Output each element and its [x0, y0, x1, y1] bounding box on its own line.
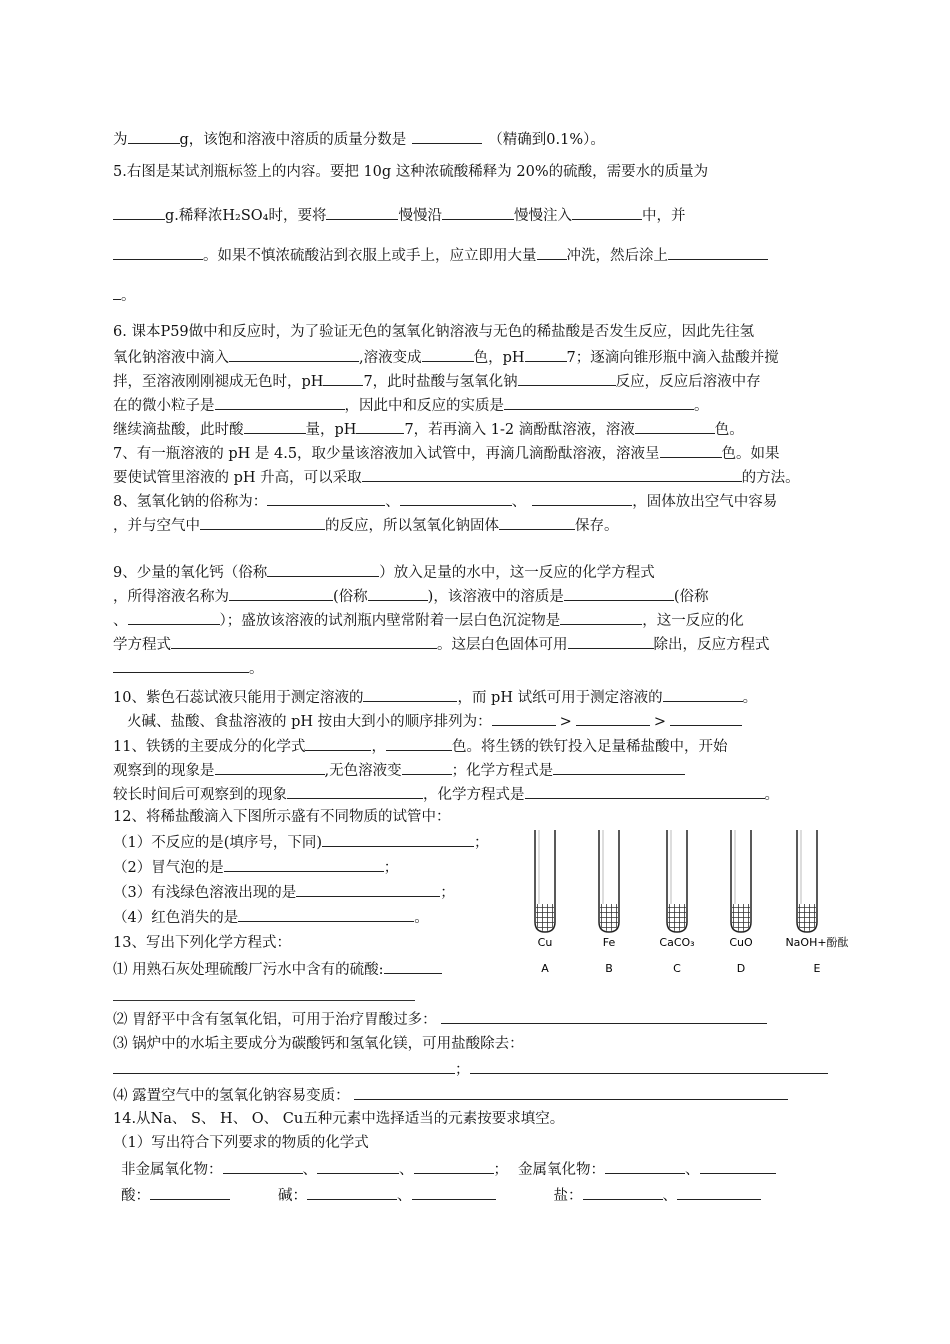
- q12-2: （2）冒气泡的是 ；: [113, 856, 398, 878]
- tube-a-letter: A: [541, 962, 549, 975]
- tube-c-substance: CaCO₃: [659, 936, 695, 949]
- blank[interactable]: [368, 585, 428, 601]
- tube-d-letter: D: [736, 962, 746, 975]
- blank[interactable]: [442, 204, 514, 220]
- q12-4: （4）红色消失的是 。: [113, 906, 429, 928]
- q13-3-answer: ；: [113, 1058, 828, 1080]
- blank[interactable]: [171, 633, 437, 649]
- blank[interactable]: [553, 759, 685, 775]
- blank[interactable]: [576, 710, 650, 726]
- blank[interactable]: [287, 783, 423, 799]
- blank[interactable]: [296, 881, 440, 897]
- tube-a-substance: Cu: [537, 936, 553, 949]
- blank[interactable]: [229, 346, 359, 362]
- q5-line4: 。: [113, 284, 136, 306]
- blank[interactable]: [525, 783, 765, 799]
- tube-c: [667, 830, 687, 932]
- blank[interactable]: [356, 418, 404, 434]
- blank[interactable]: [441, 1008, 767, 1024]
- blank[interactable]: [113, 657, 249, 673]
- blank[interactable]: [537, 244, 567, 260]
- blank[interactable]: [128, 128, 180, 144]
- tube-a: [535, 830, 555, 932]
- blank[interactable]: [386, 735, 452, 751]
- tube-d-substance: CuO: [729, 936, 753, 949]
- q9-line5: 。: [113, 657, 264, 679]
- blank[interactable]: [215, 394, 345, 410]
- q10-line2: 火碱、盐酸、食盐溶液的 pH 按由大到小的顺序排列为： > >: [127, 710, 742, 732]
- blank[interactable]: [229, 585, 333, 601]
- q8-line2: ，并与空气中 的反应，所以氢氧化钠固体 保存。: [113, 514, 619, 536]
- blank[interactable]: [568, 633, 654, 649]
- q6-line4: 在的微小粒子是 ，因此中和反应的实质是 。: [113, 394, 709, 416]
- tube-b-substance: Fe: [602, 936, 616, 949]
- tube-d: [731, 830, 751, 932]
- q13-title: 13、写出下列化学方程式：: [113, 935, 291, 951]
- test-tubes-figure: [527, 826, 857, 976]
- q5-line3: 。如果不慎浓硫酸沾到衣服上或手上，应立即用大量 冲洗，然后涂上: [113, 244, 768, 266]
- tube-e: [797, 830, 817, 932]
- blank[interactable]: [532, 490, 632, 506]
- blank[interactable]: [660, 442, 722, 458]
- blank[interactable]: [635, 418, 715, 434]
- tube-c-letter: C: [673, 962, 681, 975]
- q13-1: ⑴ 用熟石灰处理硫酸厂污水中含有的硫酸:: [113, 958, 442, 980]
- blank[interactable]: [583, 1184, 663, 1200]
- blank[interactable]: [323, 370, 363, 386]
- blank[interactable]: [499, 514, 575, 530]
- blank[interactable]: [700, 1158, 776, 1174]
- q14-title: 14.从Na、 S、 H、 O、 Cu五种元素中选择适当的元素按要求填空。: [113, 1111, 565, 1127]
- blank[interactable]: [518, 370, 616, 386]
- blank[interactable]: [215, 759, 325, 775]
- blank[interactable]: [402, 759, 452, 775]
- blank[interactable]: [150, 1184, 230, 1200]
- blank[interactable]: [362, 466, 742, 482]
- q13-2: ⑵ 胃舒平中含有氢氧化铝，可用于治疗胃酸过多：: [113, 1008, 767, 1030]
- blank[interactable]: [238, 906, 414, 922]
- q7-line2: 要使试管里溶液的 pH 升高，可以采取 的方法。: [113, 466, 800, 488]
- blank[interactable]: [412, 1184, 496, 1200]
- blank[interactable]: [267, 490, 385, 506]
- blank[interactable]: [572, 204, 642, 220]
- blank[interactable]: [267, 561, 379, 577]
- blank[interactable]: [504, 394, 694, 410]
- blank[interactable]: [492, 710, 556, 726]
- blank[interactable]: [384, 958, 442, 974]
- blank[interactable]: [663, 686, 743, 702]
- q6-line3: 拌，至溶液刚刚褪成无色时，pH 7，此时盐酸与氢氧化钠 反应，反应后溶液中存: [113, 370, 761, 392]
- blank[interactable]: [113, 204, 165, 220]
- q14-acid-base-salt: 酸： 碱： 、 盐： 、: [121, 1184, 761, 1206]
- q9-line2: ，所得溶液名称为 (俗称 )，该溶液中的溶质是 (俗称: [113, 585, 709, 607]
- q11-line1: 11、铁锈的主要成分的化学式 ， 色。将生锈的铁钉投入足量稀盐酸中，开始: [113, 735, 727, 757]
- blank[interactable]: [668, 244, 768, 260]
- q13-4: ⑷ 露置空气中的氢氧化钠容易变质：: [113, 1084, 788, 1106]
- blank[interactable]: [400, 490, 512, 506]
- blank[interactable]: [470, 1058, 828, 1074]
- q12-title: 12、将稀盐酸滴入下图所示盛有不同物质的试管中：: [113, 809, 451, 825]
- blank[interactable]: [525, 346, 567, 362]
- q9-line1: 9、少量的氧化钙（俗称 ）放入足量的水中，这一反应的化学方程式: [113, 561, 655, 583]
- q9-line3: 、 ）；盛放该溶液的试剂瓶内壁常附着一层白色沉淀物是 ，这一反应的化: [113, 609, 744, 631]
- answer-line[interactable]: [113, 1000, 415, 1001]
- q12-1: （1）不反应的是(填序号，下同) ；: [113, 831, 489, 853]
- blank[interactable]: [677, 1184, 761, 1200]
- q6-line2: 氧化钠溶液中滴入 ,溶液变成 色，pH 7；逐滴向锥形瓶中滴入盐酸并搅: [113, 346, 779, 368]
- q9-line4: 学方程式 。这层白色固体可用 除出，反应方程式: [113, 633, 770, 655]
- q4-line-end: 为 g，该饱和溶液中溶质的质量分数是 （精确到0.1%）。: [113, 128, 605, 150]
- blank[interactable]: [412, 128, 482, 144]
- tube-b-letter: B: [605, 962, 613, 975]
- blank[interactable]: [113, 284, 121, 300]
- q5-line1: 5.右图是某试剂瓶标签上的内容。要把 10g 这种浓硫酸稀释为 20%的硫酸，需要水的质量为: [113, 164, 709, 180]
- blank[interactable]: [128, 609, 220, 625]
- blank[interactable]: [422, 346, 474, 362]
- blank[interactable]: [223, 1158, 303, 1174]
- q13-3: ⑶ 锅炉中的水垢主要成分为碳酸钙和氢氧化镁，可用盐酸除去：: [113, 1036, 524, 1052]
- blank[interactable]: [113, 244, 203, 260]
- blank[interactable]: [244, 418, 306, 434]
- q10-line1: 10、紫色石蕊试液只能用于测定溶液的 ，而 pH 试纸可用于测定溶液的 。: [113, 686, 757, 708]
- blank[interactable]: [354, 1084, 788, 1100]
- blank[interactable]: [670, 710, 742, 726]
- blank[interactable]: [317, 1158, 399, 1174]
- blank[interactable]: [224, 856, 384, 872]
- blank[interactable]: [113, 1058, 455, 1074]
- blank[interactable]: [363, 686, 457, 702]
- q11-line2: 观察到的现象是 ,无色溶液变 ；化学方程式是: [113, 759, 685, 781]
- tube-b: [599, 830, 619, 932]
- blank[interactable]: [200, 514, 325, 530]
- q7-line1: 7、有一瓶溶液的 pH 是 4.5，取少量该溶液加入试管中，再滴几滴酚酞溶液，溶液呈 色。如果: [113, 442, 780, 464]
- q11-line3: 较长时间后可观察到的现象 ，化学方程式是 。: [113, 783, 779, 805]
- tube-e-substance: NaOH+酚酞: [785, 936, 849, 949]
- blank[interactable]: [307, 1184, 397, 1200]
- blank[interactable]: [564, 585, 674, 601]
- q12-3: （3）有浅绿色溶液出现的是 ；: [113, 881, 455, 903]
- blank[interactable]: [560, 609, 642, 625]
- q8-line1: 8、氢氧化钠的俗称为： 、 、 ，固体放出空气中容易: [113, 490, 777, 512]
- q5-line2: g.稀释浓H₂SO₄时，要将 慢慢沿 慢慢注入 中，并: [113, 204, 685, 226]
- blank[interactable]: [305, 735, 371, 751]
- q14-oxides: 非金属氧化物： 、 、 ； 金属氧化物： 、: [121, 1158, 776, 1180]
- blank[interactable]: [414, 1158, 494, 1174]
- q6-line1: 6. 课本P59做中和反应时，为了验证无色的氢氧化钠溶液与无色的稀盐酸是否发生反应，因此先往氢: [113, 324, 755, 340]
- blank[interactable]: [322, 831, 474, 847]
- q6-line5: 继续滴盐酸，此时酸 量，pH 7，若再滴入 1-2 滴酚酞溶液，溶液 色。: [113, 418, 744, 440]
- blank[interactable]: [605, 1158, 685, 1174]
- q14-sub1: （1）写出符合下列要求的物质的化学式: [113, 1135, 369, 1151]
- blank[interactable]: [326, 204, 398, 220]
- tube-e-letter: E: [813, 962, 821, 975]
